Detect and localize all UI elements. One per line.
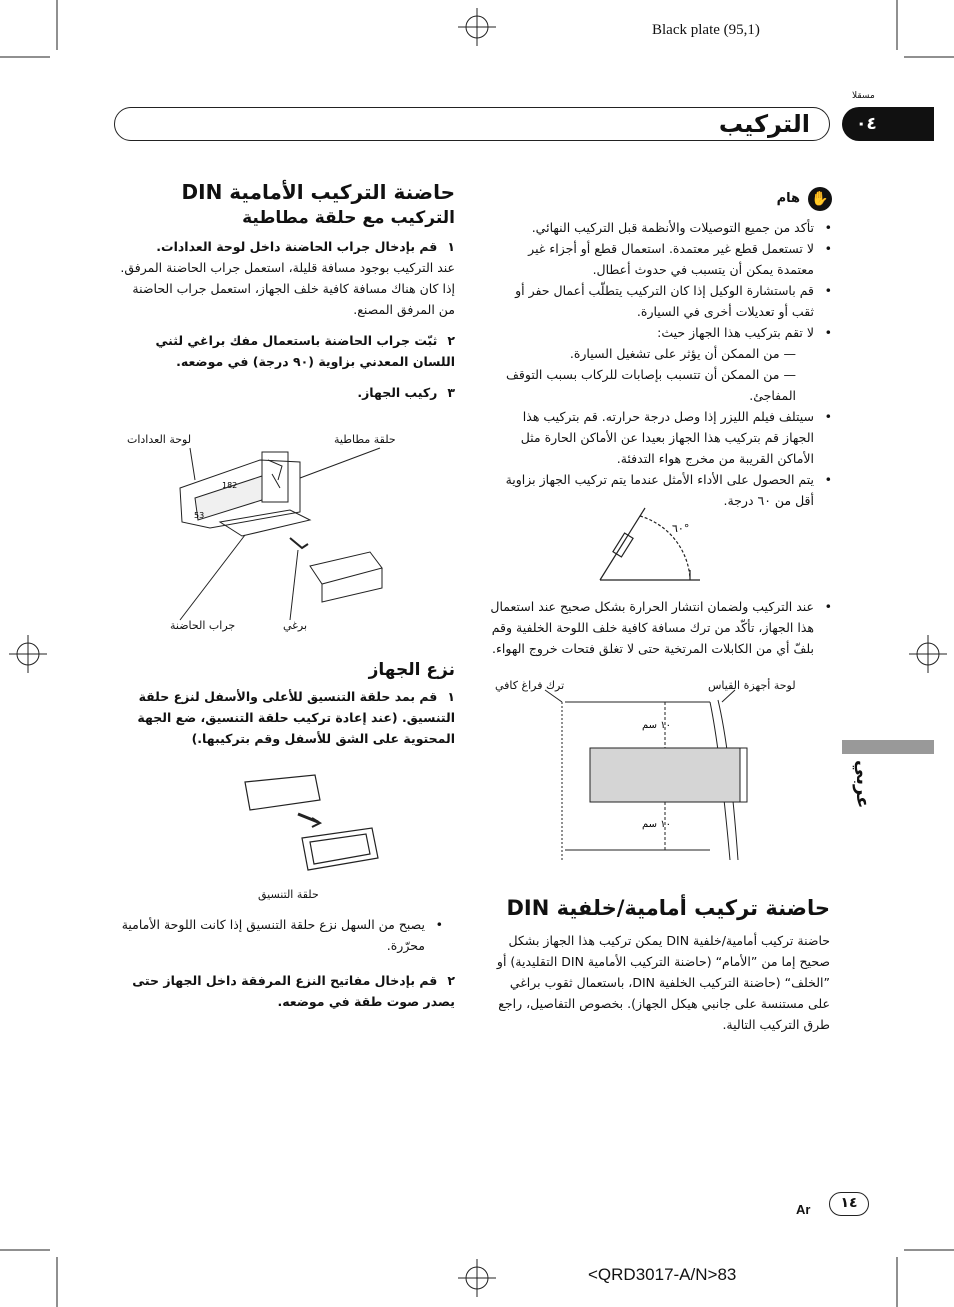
din-paragraph: حاضنة تركيب أمامية/خلفية DIN يمكن تركيب هذا الجهاز بشكل صحيح إما من ”الأمام“ (حاضنة التركيب الأمامية DIN التقليدية) أو ”الخلف“ (حاضنة التركيب الخلفية DIN، باستعمال ثقوب براغي على مستنسة على جانبي هيكل الجهاز). بخصوص التفاصيل، راجع طرق التركيب التالية. bbox=[496, 933, 830, 1032]
list-item bbox=[490, 406, 832, 469]
angle-diagram bbox=[590, 500, 710, 590]
removal-heading: نزع الجهاز bbox=[368, 660, 455, 680]
language-tab-bar bbox=[842, 740, 934, 754]
step-number: ٢ bbox=[447, 333, 455, 348]
step-number: ١ bbox=[447, 239, 455, 254]
din-heading: حاضنة تركيب أمامية/خلفية DIN bbox=[506, 896, 830, 920]
dim-bottom-label: ١٠ سم bbox=[642, 819, 671, 830]
leader-sleeve bbox=[180, 535, 245, 620]
step-number: ٢ bbox=[447, 973, 455, 988]
pointer-left bbox=[545, 690, 562, 702]
diagram-label-dashboard: لوحة العدادات bbox=[127, 433, 192, 446]
dim-top-label: ١٠ سم bbox=[642, 720, 671, 731]
footer-product-code: <QRD3017-A/N>83 bbox=[588, 1265, 737, 1284]
leader-screw bbox=[290, 550, 298, 620]
black-plate-label: Black plate (95,1) bbox=[652, 22, 760, 38]
diagram-label-rubber-bush: حلقة مطاطية bbox=[334, 433, 396, 446]
removal-note bbox=[115, 914, 443, 956]
removal-section bbox=[115, 660, 455, 749]
diagram-label-sleeve: جراب الحاضنة bbox=[170, 619, 236, 632]
screw bbox=[290, 538, 308, 548]
step-title: ركيب الجهاز. bbox=[357, 385, 438, 400]
list-item: • يصبح من السهل نزع حلقة التنسيق إذا كانت اللوحة الأمامية محرّرة. bbox=[115, 914, 443, 956]
language-code: Ar bbox=[796, 1202, 811, 1217]
diagram-label-dashboard: لوحة أجهزة القياس bbox=[708, 679, 796, 692]
section-subheading: التركيب مع حلقة مطاطية bbox=[242, 208, 455, 228]
leader-bush bbox=[300, 448, 380, 478]
device-outline bbox=[613, 533, 633, 557]
diagram-label-clearance: ترك فراغ كافي bbox=[495, 679, 565, 692]
sub-item-text: من الممكن أن تتسبب بإصابات للركاب بسبب التوقف المفاجئ. bbox=[505, 367, 796, 403]
step-title: قم بمد حلقة التنسيق للأعلى والأسفل لنزع حلقة التنسيق. (عند إعادة تركيب حلقة التنسيق، ضع الجهة المحتوية على الشق للأسفل وقم بتركيبها.) bbox=[137, 689, 455, 746]
head-unit-top bbox=[310, 552, 382, 584]
page-title: التركيب bbox=[718, 110, 810, 138]
important-heading bbox=[490, 187, 832, 217]
removal-step-2 bbox=[115, 970, 455, 1012]
trim-ring-diagram bbox=[240, 770, 380, 880]
step-title: قم بإدخال جراب الحاضنة داخل لوحة العدادات. bbox=[156, 239, 438, 254]
ventilation-note bbox=[490, 596, 832, 659]
unit-faceplate bbox=[740, 748, 747, 802]
important-list bbox=[490, 217, 832, 511]
section-heading: حاضنة التركيب الأمامية DIN bbox=[181, 180, 455, 204]
trim-ring-label: حلقة التنسيق bbox=[258, 888, 319, 901]
list-item-text: سيتلف فيلم الليزر إذا وصل درجة حرارته. قم بتركيب هذا الجهاز bbox=[522, 409, 814, 445]
installation-diagram bbox=[150, 440, 410, 620]
list-item bbox=[490, 322, 832, 406]
list-item-text: قم بتركيب هذا الجهاز بعيدا عن الأماكن الحارة مثل الأماكن القريبة من مخرج هواء التدفئة. bbox=[520, 430, 814, 466]
diagram-label-screw: برغي bbox=[283, 619, 308, 632]
step-title: ثبّت جراب الحاضنة باستعمال مفك براغي لثني اللسان المعدني بزاوية (٩٠ درجة) في موضعه. bbox=[155, 333, 455, 369]
head-unit-front bbox=[322, 568, 382, 602]
angle-tilt-line bbox=[600, 508, 645, 580]
step-2 bbox=[115, 330, 455, 372]
sub-item: — من الممكن أن تتسبب بإصابات للركاب بسبب التوقف المفاجئ. bbox=[505, 367, 796, 403]
clearance-diagram bbox=[540, 690, 760, 870]
step-1 bbox=[115, 236, 455, 257]
dimension-53: 53 bbox=[194, 511, 205, 520]
right-column bbox=[490, 187, 832, 511]
list-item: • تأكد من جميع التوصيلات والأنظمة قبل التركيب النهائي. bbox=[490, 217, 832, 238]
step-number: ٣ bbox=[447, 385, 455, 400]
left-column bbox=[115, 180, 455, 403]
trim-ring-inner bbox=[310, 834, 370, 864]
step-title: قم بإدخال مفاتيح النزع المرفقة داخل الجهاز حتى يصدر صوت طقة في موضعه. bbox=[132, 973, 455, 1009]
chapter-tab: ٠٤ bbox=[842, 107, 934, 141]
page-number: ١٤ bbox=[829, 1192, 869, 1216]
leader-dashboard bbox=[190, 448, 195, 480]
step-1-body: عند التركيب بوجود مسافة قليلة، استعمل جراب الحاضنة المرفق. إذا كان هناك مسافة كافية خلف الجهاز، استعمل جراب الحاضنة من المرفق المصنع. bbox=[120, 260, 455, 317]
dimension-182: 182 bbox=[222, 481, 238, 490]
list-item: • لا تستعمل قطع غير معتمدة. استعمال قطع أو أجزاء غير معتمدة يمكن أن يتسبب في حدوث أعطال. bbox=[490, 238, 832, 280]
list-item: • عند التركيب ولضمان انتشار الحرارة بشكل صحيح عند استعمال هذا الجهاز، تأكّد من ترك مسافة كافية خلف اللوحة الخلفية وقم بلفّ أي من الكابلات المرتخية حتى لا تغلق فتحات خروج الهواء. bbox=[490, 596, 832, 659]
rubber-bush-detail bbox=[268, 460, 282, 488]
step-3 bbox=[115, 382, 455, 403]
step-number: ١ bbox=[447, 689, 455, 704]
hand-icon: ✋ bbox=[808, 187, 832, 211]
sub-item-text: من الممكن أن يؤثر على تشغيل السيارة. bbox=[569, 346, 780, 361]
unit-box bbox=[590, 748, 740, 802]
pointer-right bbox=[722, 690, 735, 702]
head-unit-outline bbox=[245, 775, 320, 810]
angle-label: ٦٠° bbox=[672, 522, 690, 535]
list-item-text: لا تقم بتركيب هذا الجهاز حيث: bbox=[657, 325, 814, 340]
removal-step-1 bbox=[115, 686, 455, 749]
rubber-bush-box bbox=[262, 452, 288, 502]
mounting-sleeve bbox=[220, 510, 310, 536]
list-item: • يتم الحصول على الأداء الأمثل عندما يتم تركيب الجهاز بزاوية أقل من ٦٠ درجة. bbox=[490, 469, 832, 511]
list-item: • قم باستشارة الوكيل إذا كان التركيب يتطلّب أعمال حفر أو ثقب أو تعديلات أخرى في السيارة. bbox=[490, 280, 832, 322]
language-tab-label: عربي bbox=[852, 760, 873, 809]
important-label: هام bbox=[776, 191, 800, 206]
sub-item: — من الممكن أن يؤثر على تشغيل السيارة. bbox=[569, 346, 796, 361]
section-label: مسقلا bbox=[852, 91, 875, 101]
